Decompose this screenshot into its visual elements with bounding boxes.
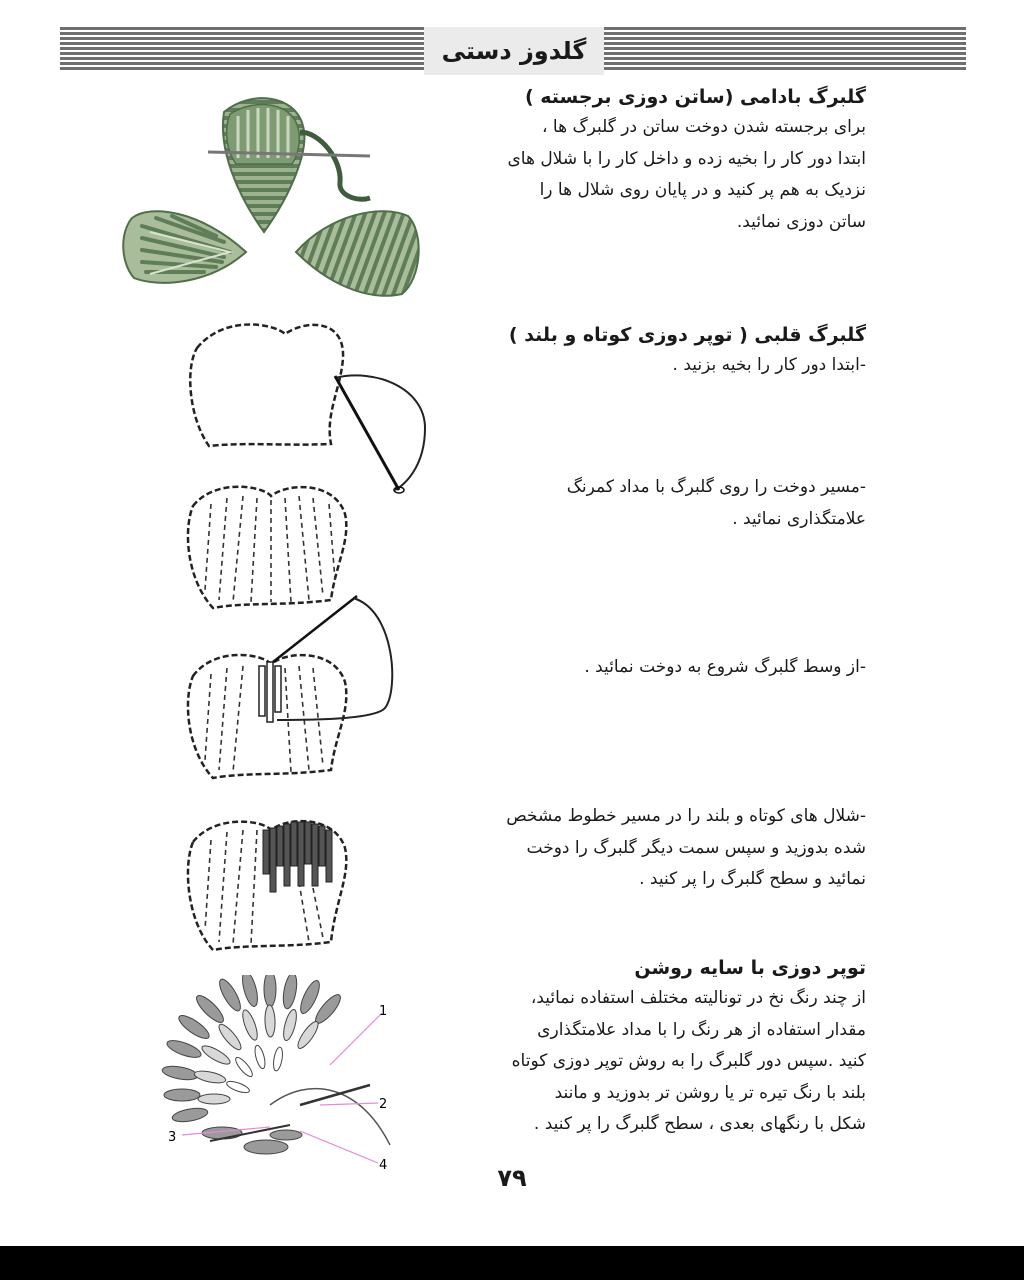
text-line: مقدار استفاده از هر رنگ را با مداد علامتگذاری: [537, 1019, 866, 1040]
section-paragraph: [436, 350, 866, 382]
text-line: علامتگذاری نمائید .: [732, 508, 866, 529]
text-line: شده بدوزید و سپس سمت دیگر گلبرگ را دوخت: [526, 837, 866, 858]
text-line: ابتدا دور کار را بخیه زده و داخل کار را با شلال های: [507, 148, 866, 169]
section-paragraph: [436, 983, 866, 1141]
text-line: برای برجسته شدن دوخت ساتن در گلبرگ ها ،: [542, 117, 866, 137]
text-line: ساتن دوزی نمائید.: [736, 211, 866, 232]
page-number: ۷۹: [497, 1164, 527, 1192]
text-line: -از وسط گلبرگ شروع به دوخت نمائید .: [584, 657, 866, 677]
heart-outline-illustration: [185, 318, 435, 498]
section-paragraph: [436, 112, 866, 238]
text-line: -شلال های کوتاه و بلند را در مسیر خطوط مشخص: [506, 806, 866, 826]
header-lines-left: [60, 27, 424, 75]
section-heading: گلبرگ بادامی (ساتن دوزی برجسته ): [524, 86, 866, 108]
section-almond-petal: [436, 82, 866, 238]
section-heart-petal: [436, 320, 866, 382]
figure-label-1: 1: [379, 1004, 388, 1019]
text-line: -ابتدا دور کار را بخیه بزنید .: [672, 355, 866, 375]
heart-fill-illustration: [185, 812, 355, 957]
page-title: گلدوز دستی: [441, 37, 587, 65]
text-line: -مسیر دوخت را روی گلبرگ با مداد کمرنگ: [566, 477, 866, 497]
figure-label-4: 4: [379, 1158, 388, 1173]
text-line: نزدیک به هم پر کنید و در پایان روی شلال ها را: [539, 180, 866, 200]
text-line: کنید .سپس دور گلبرگ را به روش توپر دوزی کوتاه: [511, 1051, 866, 1071]
section-mark-path: [436, 472, 866, 535]
text-line: از چند رنگ نخ در تونالیته مختلف استفاده نمائید،: [530, 988, 866, 1008]
bottom-black-bar: [0, 1246, 1024, 1280]
section-start-middle: [436, 652, 866, 684]
text-line: شکل با رنگهای بعدی ، سطح گلبرگ را پر کنید .: [533, 1114, 866, 1134]
section-heading: توپر دوزی با سایه روشن: [634, 957, 866, 979]
section-shaded-fill: [436, 953, 866, 1141]
section-paragraph: [436, 472, 866, 535]
section-heading: گلبرگ قلبی ( توپر دوزی کوتاه و بلند ): [508, 324, 866, 346]
figure-label-3: 3: [168, 1130, 177, 1145]
text-line: نمائید و سطح گلبرگ را پر کنید .: [639, 869, 866, 889]
figure-label-2: 2: [379, 1097, 388, 1112]
section-fill-stitches: [436, 801, 866, 896]
heart-start-middle-illustration: [185, 590, 400, 790]
header-lines-right: [604, 27, 966, 75]
text-line: بلند با رنگ تیره تر یا روشن تر بدوزید و مانند: [554, 1082, 866, 1103]
shaded-fill-illustration: [160, 975, 400, 1175]
header-title-box: [424, 27, 604, 75]
section-paragraph: [436, 652, 866, 684]
section-paragraph: [436, 801, 866, 896]
almond-petals-illustration: [120, 92, 430, 312]
